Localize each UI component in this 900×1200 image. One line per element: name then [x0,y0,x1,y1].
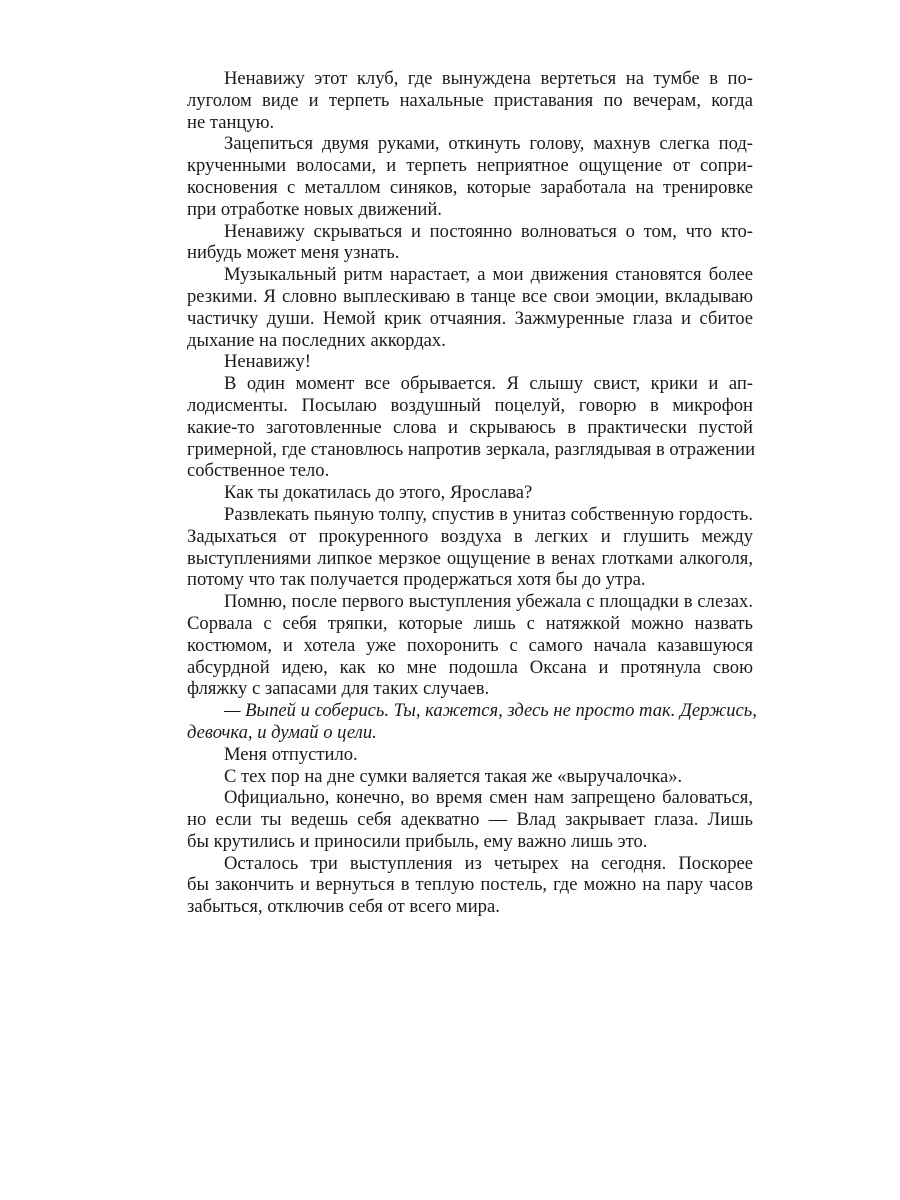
text-line: костюмом, и хотела уже похоронить с самого начала казавшуюся [187,634,753,656]
text-line: Ненавижу этот клуб, где вынуждена вертеться на тумбе в по- [224,68,753,89]
text-line: бы крутились и приносили прибыль, ему важно лишь это. [187,830,648,852]
text-line: дыхание на последних аккордах. [187,329,446,351]
text-line: Музыкальный ритм нарастает, а мои движения становятся более [224,264,753,286]
text-line: Ненавижу скрываться и постоянно волноваться о том, что кто- [224,220,753,242]
paragraph [150,787,753,852]
book-page-text [150,68,757,918]
text-line: Официально, конечно, во время смен нам запрещено баловаться, [224,787,753,809]
text-line: Помню, после первого выступления убежала с площадки в слезах. [224,591,753,613]
text-line: девочка, и думай о цели. [187,721,377,743]
text-line: Сорвала с себя тряпки, которые лишь с натяжкой можно назвать [187,612,753,634]
text-line: Ненавижу! [224,351,311,373]
paragraph [150,853,753,918]
text-line: не танцую. [187,111,275,133]
text-line: С тех пор на дне сумки валяется такая же «выручалочка». [224,765,683,787]
paragraph [150,766,753,788]
text-line: резкими. Я словно выплескиваю в танце все свои эмоции, вкладываю [187,285,753,307]
text-line: — Выпей и соберись. Ты, кажется, здесь не просто так. Держись, [224,700,757,722]
text-line: при отработке новых движений. [187,198,442,220]
text-line: Задыхаться от прокуренного воздуха в легких и глушить между [187,525,753,547]
text-line: выступлениями липкое мерзкое ощущение в венах глотками алкоголя, [187,547,753,569]
paragraph [150,373,756,482]
paragraph [150,482,753,504]
paragraph [150,351,753,373]
text-line: косновения с металлом синяков, которые заработала на тренировке [187,176,753,198]
text-line: Как ты докатилась до этого, Ярослава? [224,482,533,504]
text-line: собственное тело. [187,460,330,482]
dialogue-paragraph [150,700,757,744]
text-line: фляжку с запасами для таких случаев. [187,678,490,700]
text-line: но если ты ведешь себя адекватно — Влад закрывает глаза. Лишь [187,809,753,831]
text-line: потому что так получается продержаться хотя бы до утра. [187,569,646,591]
text-line: Осталось три выступления из четырех на сегодня. Поскорее [224,852,753,874]
text-line: лодисменты. Посылаю воздушный поцелуй, говорю в микрофон [187,394,753,416]
text-line: бы закончить и вернуться в теплую постель, где можно на пару часов [187,874,753,896]
paragraph [150,744,753,766]
text-line: забыться, отключив себя от всего мира. [187,896,500,918]
paragraph [150,221,753,265]
text-line: какие-то заготовленные слова и скрываюсь в практически пустой [187,416,753,438]
text-line: Меня отпустило. [224,743,358,765]
paragraph [150,264,753,351]
paragraph [150,133,753,220]
text-line: нибудь может меня узнать. [187,242,400,264]
paragraph [150,68,753,133]
text-line: гримерной, где становлюсь напротив зеркала, разглядывая в отражении [187,438,756,460]
text-line: крученными волосами, и терпеть неприятное ощущение от сопри- [187,155,753,177]
paragraph [150,504,753,591]
paragraph [150,591,753,700]
text-line: В один момент все обрывается. Я слышу свист, крики и ап- [224,373,753,395]
text-line: луголом виде и терпеть нахальные приставания по вечерам, когда [187,89,753,111]
text-line: Развлекать пьяную толпу, спустив в унитаз собственную гордость. [224,503,753,525]
text-line: абсурдной идею, как ко мне подошла Оксана и протянула свою [187,656,753,678]
text-line: Зацепиться двумя руками, откинуть голову, махнув слегка под- [224,133,753,155]
text-line: частичку души. Немой крик отчаяния. Зажмуренные глаза и сбитое [187,307,753,329]
